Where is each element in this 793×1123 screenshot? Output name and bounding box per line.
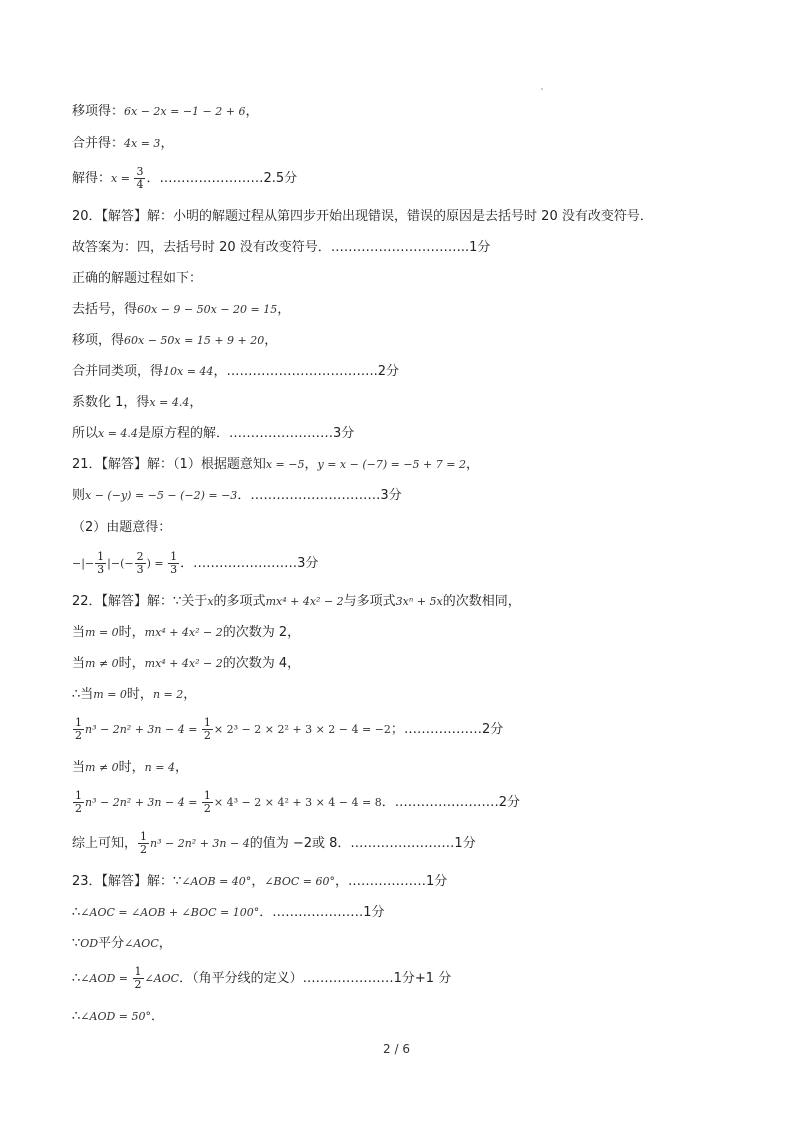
math: ∠AOD = [80, 972, 132, 985]
denominator: 2 [203, 729, 211, 742]
math: y = x − (−7) = −5 + 7 = 2 [317, 458, 466, 471]
math: n = 2 [152, 688, 184, 701]
dots: …………………… [159, 171, 264, 186]
denominator: 2 [203, 802, 211, 815]
dots: …………………………….. [226, 364, 378, 379]
line-4 [72, 208, 653, 226]
line-21 [72, 759, 188, 777]
text: ， [183, 687, 197, 702]
denominator: 3 [97, 563, 105, 576]
math: OD [80, 937, 99, 950]
text: ， [160, 136, 174, 151]
math: n³ − 2n² + 3n − 4 = [85, 796, 201, 809]
text: 的值为 −2或 8． [249, 836, 351, 851]
text: 时， [118, 656, 145, 671]
dots: …………………… [350, 836, 455, 851]
text: 综上可知， [72, 836, 138, 851]
line-3 [72, 164, 297, 194]
text: 去括号，得 [72, 302, 138, 317]
math: mx⁴ + 4x² − 2 [144, 626, 223, 639]
text: ， [264, 333, 278, 348]
dots: ……………… [403, 722, 482, 737]
math: m ≠ 0 [85, 761, 119, 774]
text: 20．【解答】解：小明的解题过程从第四步开始出现错误，错误的原因是去括号时 20 没有改变符号． [72, 209, 653, 224]
math: n³ − 2n² + 3n − 4 [150, 837, 250, 850]
line-25 [72, 904, 385, 922]
text: 与多项式 [343, 594, 396, 609]
line-17 [72, 624, 300, 642]
math: x = [111, 172, 134, 185]
math: x = 4.4 [98, 427, 138, 440]
line-23 [72, 829, 476, 859]
text: ． [237, 488, 251, 503]
fraction [138, 831, 149, 856]
line-15 [72, 549, 318, 579]
dots: ………………… [302, 971, 394, 986]
text: ∴当 [72, 687, 94, 702]
numerator: 1 [140, 830, 148, 843]
numerator: 3 [136, 165, 144, 178]
text: 移项得： [72, 104, 125, 119]
text: 当 [72, 656, 86, 671]
line-8 [72, 332, 277, 350]
score: 2分 [377, 364, 399, 379]
text: 时， [118, 760, 145, 775]
fraction [202, 790, 213, 815]
math: 10x = 44 [163, 365, 214, 378]
denominator: 2 [75, 729, 82, 742]
line-5 [72, 239, 490, 257]
text: 则 [72, 488, 86, 503]
math: ∠AOC = ∠AOB + ∠BOC = 100° [80, 906, 260, 919]
text: ， [174, 760, 188, 775]
numerator: 1 [75, 716, 82, 729]
denominator: 4 [136, 178, 144, 191]
math: m ≠ 0 [85, 657, 119, 670]
dots: …………………… [228, 426, 333, 441]
text: 的多项式 [213, 594, 266, 609]
text: 23．【解答】解：∵ [72, 874, 182, 889]
score: 1分 [363, 905, 385, 920]
text: 21．【解答】解：（1）根据题意知 [72, 457, 266, 472]
math: m = 0 [93, 688, 127, 701]
math: ∠AOB = 40° [181, 875, 252, 888]
fraction [202, 717, 213, 742]
line-19 [72, 686, 196, 704]
denominator: 2 [75, 802, 82, 815]
math: −|− [72, 557, 95, 570]
text: ∴ [72, 971, 81, 986]
text: 移项，得 [72, 333, 125, 348]
page-number: 2 / 6 [383, 1042, 410, 1056]
line-10 [72, 394, 202, 412]
line-2 [72, 135, 173, 153]
text: ． [180, 556, 194, 571]
score: 1分 [469, 240, 491, 255]
text: 平分 [98, 936, 125, 951]
line-11 [72, 425, 354, 443]
text: 的次数为 2， [222, 625, 301, 640]
text: ， [245, 104, 259, 119]
score: 2分 [498, 795, 521, 810]
text: ， [334, 874, 348, 889]
math: 60x − 9 − 50x − 20 = 15 [137, 303, 278, 316]
score: 3分 [297, 556, 319, 571]
text: ∴ [72, 1009, 81, 1024]
dots: …………………… [394, 795, 499, 810]
line-9 [72, 363, 399, 381]
math: 6x − 2x = −1 − 2 + 6 [124, 105, 246, 118]
stray-dot [541, 88, 543, 90]
fraction [134, 166, 145, 191]
math: 3xⁿ + 5x [395, 595, 443, 608]
math: 4x = 3 [124, 137, 161, 150]
text: ， [251, 874, 265, 889]
score: 3分 [380, 488, 402, 503]
dots: ………………………….. [330, 240, 470, 255]
math: n = 4 [144, 761, 175, 774]
line-27 [72, 964, 451, 994]
math: × 4³ − 2 × 4² + 3 × 4 − 4 = 8 [213, 796, 382, 809]
math: ∠AOC [144, 972, 180, 985]
math: n³ − 2n² + 3n − 4 = [85, 723, 201, 736]
dots: ………………… [272, 905, 364, 920]
dots: ……………… [348, 874, 426, 889]
denominator: 2 [140, 843, 148, 856]
numerator: 1 [170, 550, 178, 563]
text: 时， [126, 687, 153, 702]
numerator: 1 [75, 789, 82, 802]
math: ∠BOC = 60° [264, 875, 335, 888]
math: x = 4.4 [149, 396, 190, 409]
line-14 [72, 519, 171, 537]
text: ， [213, 364, 227, 379]
denominator: 2 [134, 978, 142, 991]
math: ∠AOD = 50° [80, 1010, 151, 1023]
score: 1分+1 分 [393, 971, 452, 986]
line-26 [72, 935, 172, 953]
fraction [133, 966, 144, 991]
line-28 [72, 1008, 164, 1026]
text: 当 [72, 625, 86, 640]
text: ； [390, 722, 404, 737]
text: ． [146, 171, 160, 186]
text: 当 [72, 760, 86, 775]
dots: …………………… [193, 556, 298, 571]
text: 时， [118, 625, 145, 640]
text: ， [158, 936, 172, 951]
math: |−(− [107, 557, 134, 570]
numerator: 1 [97, 550, 105, 563]
math: mx⁴ + 4x² − 2 [144, 657, 223, 670]
text: ．（角平分线的定义） [179, 971, 303, 986]
text: 系数化 1，得 [72, 395, 150, 410]
line-18 [72, 655, 300, 673]
text: ， [189, 395, 203, 410]
text: 合并同类项，得 [72, 364, 164, 379]
numerator: 1 [203, 716, 211, 729]
fraction [135, 551, 146, 576]
fraction [95, 551, 106, 576]
text: ∴ [72, 905, 81, 920]
score: 1分 [426, 874, 448, 889]
text: 的次数相同， [442, 594, 521, 609]
score: 1分 [454, 836, 476, 851]
text: 所以 [72, 426, 99, 441]
numerator: 2 [136, 550, 144, 563]
denominator: 3 [136, 563, 144, 576]
text: ． [259, 905, 273, 920]
line-16 [72, 593, 521, 611]
text: 正确的解题过程如下： [72, 271, 203, 286]
math: m = 0 [85, 626, 119, 639]
line-6 [72, 270, 202, 288]
math: ∠AOC [124, 937, 159, 950]
line-22 [72, 788, 520, 818]
line-7 [72, 301, 290, 319]
line-20 [72, 715, 503, 745]
text: ， [304, 457, 318, 472]
text: 的次数为 4， [222, 656, 301, 671]
text: ， [277, 302, 291, 317]
math: x [207, 595, 214, 608]
score: 3分 [332, 426, 355, 441]
line-13 [72, 487, 402, 505]
math: × 2³ − 2 × 2² + 3 × 2 − 4 = −2 [213, 723, 391, 736]
text: ． [381, 795, 395, 810]
text: 故答案为：四，去括号时 20 没有改变符号． [72, 240, 331, 255]
text: 是原方程的解． [137, 426, 229, 441]
line-24 [72, 873, 447, 891]
text: （2）由题意得： [72, 520, 172, 535]
fraction [73, 790, 84, 815]
score: 2分 [481, 722, 504, 737]
text: 合并得： [72, 136, 125, 151]
fraction [73, 717, 84, 742]
denominator: 3 [170, 563, 178, 576]
line-12 [72, 456, 479, 474]
math: x = −5 [265, 458, 305, 471]
numerator: 1 [203, 789, 211, 802]
line-1 [72, 103, 259, 121]
fraction [168, 551, 179, 576]
numerator: 1 [134, 965, 142, 978]
math: ) = [146, 557, 168, 570]
text: ． [151, 1009, 165, 1024]
text: ， [465, 457, 479, 472]
score: 2.5分 [263, 171, 298, 186]
text: 解得： [72, 171, 112, 186]
dots: ………………………… [250, 488, 381, 503]
text: ∵ [72, 936, 81, 951]
math: mx⁴ + 4x² − 2 [265, 595, 344, 608]
math: 60x − 50x = 15 + 9 + 20 [124, 334, 265, 347]
text: 22．【解答】解：∵关于 [72, 594, 208, 609]
math: x − (−y) = −5 − (−2) = −3 [85, 489, 238, 502]
